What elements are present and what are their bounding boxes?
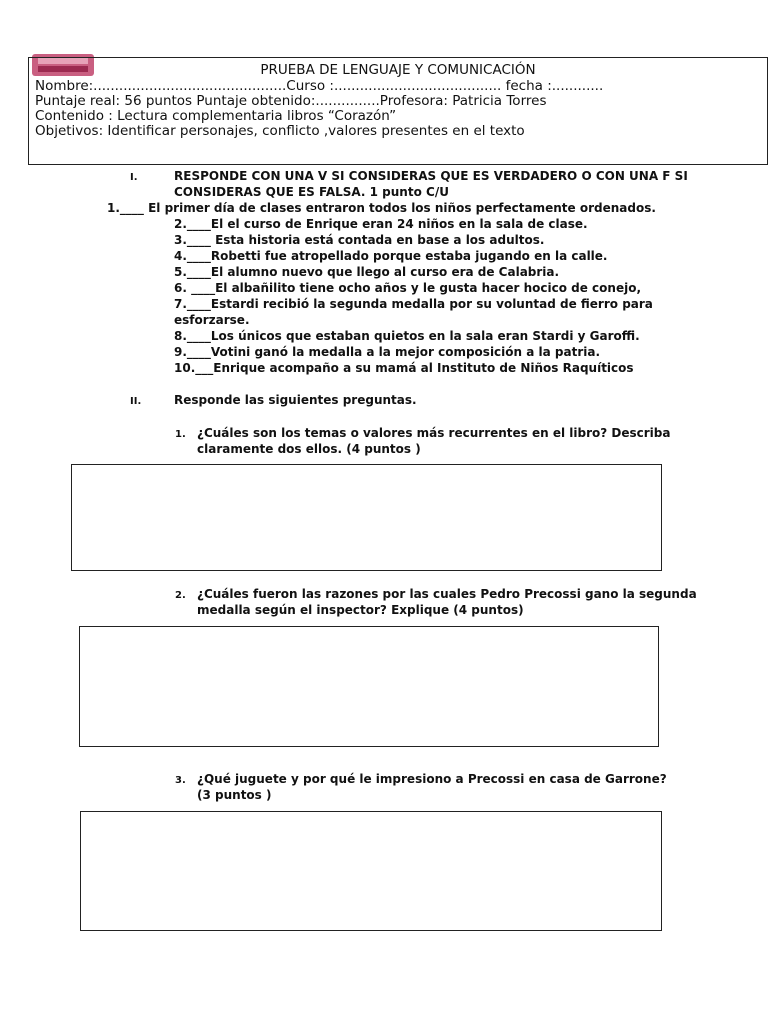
section1-instruction-line2: CONSIDERAS QUE ES FALSA. 1 punto C/U (174, 185, 449, 199)
question-1-line1: ¿Cuáles son los temas o valores más recurrentes en el libro? Describa (197, 426, 671, 440)
header-box (28, 57, 768, 165)
section2-numeral: II. (130, 396, 142, 407)
question-3-number: 3. (175, 775, 186, 786)
tf-item-2: 2.____El el curso de Enrique eran 24 niños en la sala de clase. (174, 217, 588, 231)
answer-box-3[interactable] (80, 811, 662, 931)
section1-numeral: I. (130, 172, 138, 183)
question-1-number: 1. (175, 429, 186, 440)
tf-item-1: 1.____ El primer día de clases entraron todos los niños perfectamente ordenados. (107, 201, 656, 215)
question-2-number: 2. (175, 590, 186, 601)
tf-item-10: 10.___Enrique acompaño a su mamá al Instituto de Niños Raquíticos (174, 361, 634, 375)
section1-instruction-line1: RESPONDE CON UNA V SI CONSIDERAS QUE ES VERDADERO O CON UNA F SI (174, 169, 688, 183)
tf-item-7: 7.____Estardi recibió la segunda medalla por su voluntad de fierro para (174, 297, 653, 311)
score-teacher-line: Puntaje real: 56 puntos Puntaje obtenido:...............Profesora: Patricia Torres (35, 93, 547, 109)
answer-box-2[interactable] (79, 626, 659, 747)
tf-item-3: 3.____ Esta historia está contada en base a los adultos. (174, 233, 545, 247)
tf-item-8: 8.____Los únicos que estaban quietos en la sala eran Stardi y Garoffi. (174, 329, 640, 343)
tf-item-9: 9.____Votini ganó la medalla a la mejor composición a la patria. (174, 345, 601, 359)
name-course-date-line: Nombre:.............................................Curso :....................................... fecha :............ (35, 78, 604, 94)
page-title: PRUEBA DE LENGUAJE Y COMUNICACIÓN (260, 62, 536, 78)
tf-item-5: 5.____El alumno nuevo que llego al curso era de Calabria. (174, 265, 560, 279)
answer-box-1[interactable] (71, 464, 662, 571)
question-3-line1: ¿Qué juguete y por qué le impresiono a Precossi en casa de Garrone? (197, 772, 667, 786)
objectives-line: Objetivos: Identificar personajes, conflicto ,valores presentes en el texto (35, 123, 525, 139)
question-3-line2: (3 puntos ) (197, 788, 272, 802)
tf-item-4: 4.____Robetti fue atropellado porque estaba jugando en la calle. (174, 249, 608, 263)
question-2-line1: ¿Cuáles fueron las razones por las cuales Pedro Precossi gano la segunda (197, 587, 697, 601)
question-2-line2: medalla según el inspector? Explique (4 puntos) (197, 603, 524, 617)
tf-item-6: 6. ____El albañilito tiene ocho años y le gusta hacer hocico de conejo, (174, 281, 642, 295)
section2-instruction: Responde las siguientes preguntas. (174, 393, 417, 407)
tf-item-7-continuation: esforzarse. (174, 313, 250, 327)
question-1-line2: claramente dos ellos. (4 puntos ) (197, 442, 421, 456)
content-line: Contenido : Lectura complementaria libros “Corazón” (35, 108, 397, 124)
